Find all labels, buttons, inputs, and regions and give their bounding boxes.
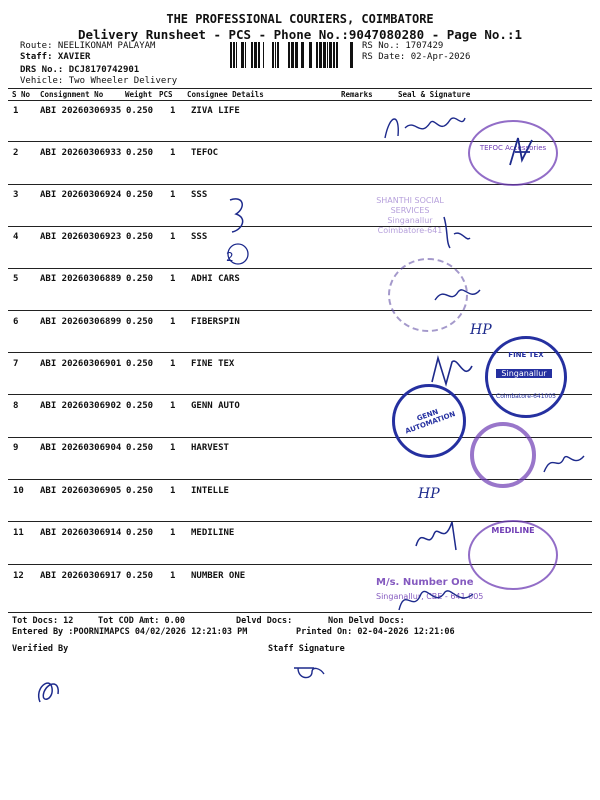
barcode-bar — [301, 42, 304, 68]
barcode-bar — [233, 42, 235, 68]
staff-signature-mark — [290, 660, 330, 684]
barcode-bar — [327, 42, 328, 68]
row-sno: 10 — [13, 486, 24, 496]
row-consignee: SSS — [191, 232, 208, 242]
barcode-bar — [309, 42, 312, 68]
signature-row-11 — [412, 516, 472, 556]
row-9-stamp — [470, 422, 536, 488]
handwritten-hp-2: HP — [418, 486, 440, 502]
barcode-bar — [275, 42, 276, 68]
row-sno: 3 — [13, 190, 19, 200]
row-pcs: 1 — [170, 317, 176, 327]
col-consignee: Consignee Details — [187, 90, 264, 99]
row-weight: 0.250 — [126, 486, 154, 496]
barcode-bar — [295, 42, 298, 68]
row-weight: 0.250 — [126, 232, 154, 242]
verified-by-label: Verified By — [12, 644, 69, 654]
total-cod-amount: Tot COD Amt: 0.00 — [98, 616, 185, 626]
barcode-bar — [329, 42, 332, 68]
row-weight: 0.250 — [126, 571, 154, 581]
row-divider — [8, 310, 592, 311]
row-consignee: ZIVA LIFE — [191, 106, 240, 116]
row-sno: 8 — [13, 401, 19, 411]
row-pcs: 1 — [170, 571, 176, 581]
mediline-stamp: MEDILINE — [468, 520, 558, 590]
row-weight: 0.250 — [126, 443, 154, 453]
row-weight: 0.250 — [126, 148, 154, 158]
row-consignment: ABI 20260306935 — [40, 106, 122, 116]
barcode-bar — [316, 42, 318, 68]
row-consignment: ABI 20260306902 — [40, 401, 122, 411]
row-consignee: SSS — [191, 190, 208, 200]
total-docs: Tot Docs: 12 — [12, 616, 74, 626]
row-consignee: FIBERSPIN — [191, 317, 240, 327]
barcode-bar — [323, 42, 326, 68]
tefoc-stamp: TEFOC Accessories — [468, 120, 558, 186]
row-sno: 7 — [13, 359, 19, 369]
col-weight: Weight — [125, 90, 153, 99]
barcode-bar — [350, 42, 353, 68]
row-sno: 6 — [13, 317, 19, 327]
row-consignee: NUMBER ONE — [191, 571, 246, 581]
barcode-bar — [333, 42, 335, 68]
col-seal-signature: Seal & Signature — [398, 90, 471, 99]
table-top-rule — [8, 88, 592, 89]
barcode-bar — [258, 42, 260, 68]
row-pcs: 1 — [170, 274, 176, 284]
row-pcs: 1 — [170, 106, 176, 116]
row-consignee: FINE TEX — [191, 359, 235, 369]
signature-row-9 — [540, 448, 590, 478]
barcode-bar — [254, 42, 257, 68]
row-consignment: ABI 20260306933 — [40, 148, 122, 158]
barcode-bar — [245, 42, 246, 68]
row-sno: 2 — [13, 148, 19, 158]
fine-tex-stamp: FINE TEX Singanallur Coimbatore-641005 — [485, 336, 567, 418]
col-remarks: Remarks — [341, 90, 373, 99]
row-consignee: MEDILINE — [191, 528, 235, 538]
handwritten-note-row-4: 2 — [226, 250, 234, 264]
row-weight: 0.250 — [126, 528, 154, 538]
runsheet-subtitle: Delivery Runsheet - PCS - Phone No.:9047080280 - Page No.:1 — [77, 27, 522, 42]
barcode — [230, 42, 358, 68]
delivered-docs: Delvd Docs: — [236, 616, 293, 626]
col-sno: S No — [12, 90, 31, 99]
row-sno: 11 — [13, 528, 24, 538]
row-pcs: 1 — [170, 232, 176, 242]
row-consignment: ABI 20260306899 — [40, 317, 122, 327]
entered-by: Entered By :POORNIMAPCS 04/02/2026 12:21:03 PM — [12, 627, 248, 637]
row-consignment: ABI 20260306901 — [40, 359, 122, 369]
row-consignee: INTELLE — [191, 486, 229, 496]
row-pcs: 1 — [170, 359, 176, 369]
col-consignment: Consignment No — [40, 90, 104, 99]
staff-signature-label: Staff Signature — [268, 644, 345, 654]
row-consignee: TEFOC — [191, 148, 219, 158]
barcode-bar — [263, 42, 264, 68]
row-sno: 1 — [13, 106, 19, 116]
staff-label: Staff: XAVIER — [20, 52, 91, 62]
rs-number: RS No.: 1707429 — [362, 41, 444, 51]
row-pcs: 1 — [170, 401, 176, 411]
row-pcs: 1 — [170, 148, 176, 158]
signature-row-12 — [395, 580, 485, 620]
company-title: THE PROFESSIONAL COURIERS, COIMBATORE — [166, 12, 434, 26]
row-weight: 0.250 — [126, 401, 154, 411]
row-sno: 12 — [13, 571, 24, 581]
genn-automation-stamp: GENN AUTOMATION — [392, 384, 466, 458]
barcode-bar — [251, 42, 253, 68]
barcode-bar — [241, 42, 244, 68]
footer-rule — [8, 612, 592, 613]
vehicle-label: Vehicle: Two Wheeler Delivery — [20, 76, 178, 86]
row-consignment: ABI 20260306889 — [40, 274, 122, 284]
row-weight: 0.250 — [126, 359, 154, 369]
col-pcs: PCS — [159, 90, 173, 99]
table-header-rule — [8, 100, 592, 101]
non-delivered-docs: Non Delvd Docs: — [328, 616, 405, 626]
row-consignment: ABI 20260306905 — [40, 486, 122, 496]
row-weight: 0.250 — [126, 106, 154, 116]
signature-row-2 — [500, 130, 540, 170]
row-sno: 9 — [13, 443, 19, 453]
barcode-bar — [336, 42, 338, 68]
row-divider — [8, 268, 592, 269]
row-weight: 0.250 — [126, 317, 154, 327]
row-consignment: ABI 20260306917 — [40, 571, 122, 581]
row-consignment: ABI 20260306904 — [40, 443, 122, 453]
row-consignment: ABI 20260306924 — [40, 190, 122, 200]
drs-number: DRS No.: DCJ8170742901 — [20, 65, 140, 75]
row-consignment: ABI 20260306923 — [40, 232, 122, 242]
rs-date: RS Date: 02-Apr-2026 — [362, 52, 471, 62]
signature-row-1 — [380, 108, 470, 148]
row-sno: 4 — [13, 232, 19, 242]
barcode-bar — [230, 42, 232, 68]
printed-on: Printed On: 02-04-2026 12:21:06 — [296, 627, 455, 637]
row-consignee: ADHI CARS — [191, 274, 240, 284]
shanthi-stamp: SHANTHI SOCIAL SERVICES Singanallur Coimbatore-641 — [376, 196, 444, 235]
row-pcs: 1 — [170, 528, 176, 538]
signature-row-4 — [436, 212, 476, 252]
row-pcs: 1 — [170, 486, 176, 496]
handwritten-hp-1: HP — [470, 322, 492, 338]
route-label: Route: NEELIKONAM PALAYAM — [20, 41, 156, 51]
row-consignee: GENN AUTO — [191, 401, 240, 411]
row-weight: 0.250 — [126, 274, 154, 284]
barcode-bar — [272, 42, 274, 68]
row-consignee: HARVEST — [191, 443, 229, 453]
barcode-bar — [288, 42, 290, 68]
row-divider — [8, 226, 592, 227]
row-weight: 0.250 — [126, 190, 154, 200]
barcode-bar — [236, 42, 237, 68]
row-pcs: 1 — [170, 190, 176, 200]
barcode-bar — [277, 42, 279, 68]
row-pcs: 1 — [170, 443, 176, 453]
number-one-stamp: M/s. Number One Singanallur, CBE - 641 005 — [376, 577, 484, 601]
barcode-bar — [291, 42, 294, 68]
row-sno: 5 — [13, 274, 19, 284]
row-consignment: ABI 20260306914 — [40, 528, 122, 538]
signature-row-5 — [430, 280, 490, 310]
barcode-bar — [319, 42, 322, 68]
verified-by-signature — [30, 670, 70, 710]
